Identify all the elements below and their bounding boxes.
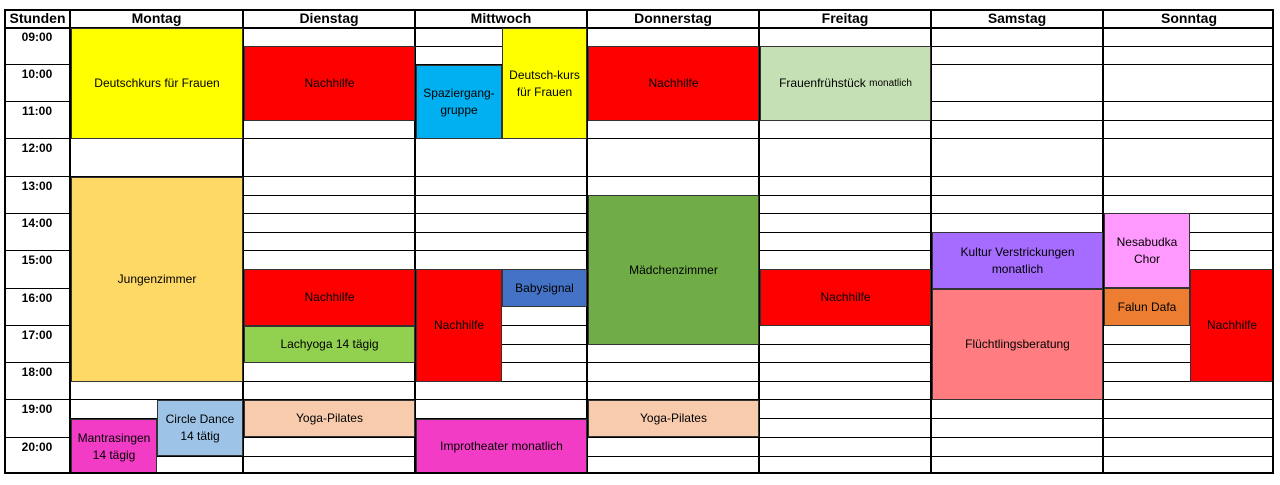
event-falun-dafa[interactable]: Falun Dafa [1104,288,1190,326]
time-label: 11:00 [21,104,53,118]
event-mantrasingen[interactable]: Mantrasingen 14 tägig [71,419,157,474]
event-fluechtlingsberatung[interactable]: Flüchtlingsberatung [932,289,1103,400]
event-title: Frauenfrühstück [779,76,866,90]
event-babysignal[interactable]: Babysignal [502,269,587,307]
time-label: 18:00 [21,365,53,379]
event-lachyoga[interactable]: Lachyoga 14 tägig [244,326,415,363]
time-label: 10:00 [21,67,53,81]
header-day-montag: Montag [131,10,182,26]
event-deutschkurs-montag[interactable]: Deutschkurs für Frauen [71,28,243,139]
header-stunden: Stunden [9,10,66,26]
event-kultur-verstrickungen[interactable]: Kultur Verstrickungen monatlich [932,232,1103,289]
time-label: 12:00 [21,141,53,155]
event-maedchenzimmer[interactable]: Mädchenzimmer [588,195,759,345]
header-day-dienstag: Dienstag [299,10,359,26]
event-nachhilfe-sonntag[interactable]: Nachhilfe [1190,269,1274,382]
event-note: monatlich [869,78,912,89]
event-nachhilfe-mittwoch[interactable]: Nachhilfe [416,269,502,382]
event-yoga-pilates-dienstag[interactable]: Yoga-Pilates [244,400,415,437]
header-day-freitag: Freitag [821,10,869,26]
time-label: 17:00 [21,328,53,342]
time-label: 09:00 [21,30,53,44]
time-label: 20:00 [21,440,53,454]
event-nachhilfe-dienstag-morning[interactable]: Nachhilfe [244,46,415,121]
event-nachhilfe-donnerstag[interactable]: Nachhilfe [588,46,759,121]
event-circle-dance[interactable]: Circle Dance 14 tätig [157,400,243,456]
event-nachhilfe-dienstag-afternoon[interactable]: Nachhilfe [244,269,415,326]
event-jungenzimmer[interactable]: Jungenzimmer [71,177,243,382]
time-label: 13:00 [21,179,53,193]
time-label: 14:00 [21,216,53,230]
header-day-mittwoch: Mittwoch [470,10,532,26]
time-label: 19:00 [21,402,53,416]
event-deutschkurs-mittwoch[interactable]: Deutsch-kurs für Frauen [502,28,587,139]
time-label: 15:00 [21,253,53,267]
event-yoga-pilates-donnerstag[interactable]: Yoga-Pilates [588,400,759,437]
header-day-donnerstag: Donnerstag [634,10,712,26]
header-day-sonntag: Sonntag [1161,10,1217,26]
event-spaziergang-gruppe[interactable]: Spaziergang-gruppe [416,65,502,139]
event-nachhilfe-freitag[interactable]: Nachhilfe [760,269,931,326]
event-improtheater[interactable]: Improtheater monatlich [416,419,587,474]
header-day-samstag: Samstag [987,10,1047,26]
half-line [70,456,1274,457]
event-nesabudka-chor[interactable]: Nesabudka Chor [1104,213,1190,288]
event-frauenfruehstueck[interactable] [760,46,931,121]
time-label: 16:00 [21,291,53,305]
